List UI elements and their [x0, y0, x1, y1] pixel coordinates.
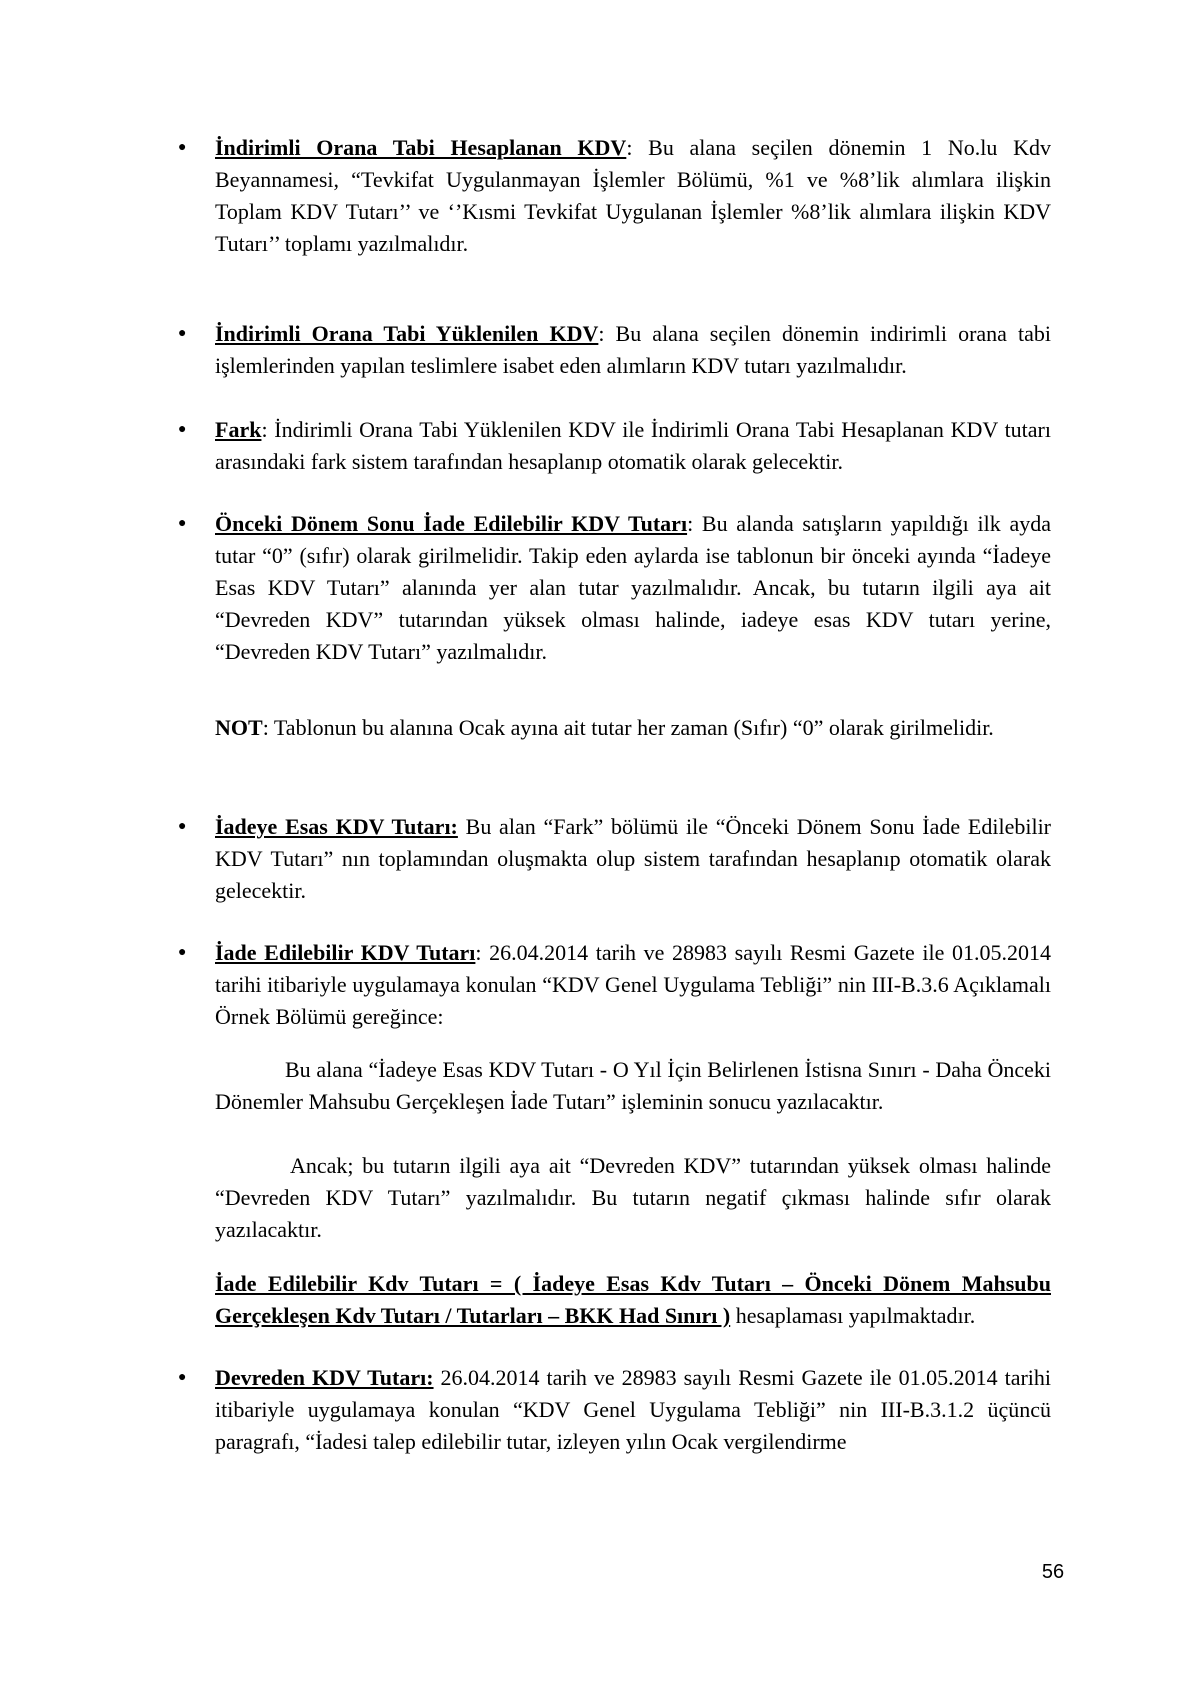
item-yuklenilen-kdv — [215, 318, 1051, 382]
bullet-icon: ● — [178, 516, 187, 531]
note-paragraph — [215, 712, 1051, 744]
item-sep: : — [261, 417, 268, 442]
formula-bold: İade Edilebilir Kdv Tutarı = ( İadeye Esas Kdv Tutarı – Önceki Dönem Mahsubu Gerçekleşen Kdv Tutarı / Tutarları – BKK Had Sınırı ) — [215, 1271, 1051, 1328]
item-iade-edilebilir — [215, 937, 1051, 1033]
bullet-icon: ● — [178, 819, 187, 834]
item-hesaplanan-kdv — [215, 132, 1051, 260]
note-label: NOT — [215, 715, 263, 740]
formula-tail: hesaplaması yapılmaktadır. — [730, 1303, 976, 1328]
item-iadeye-esas — [215, 811, 1051, 907]
item-sep: : — [598, 321, 605, 346]
bullet-icon: ● — [178, 945, 187, 960]
item-term: Devreden KDV Tutarı: — [215, 1365, 434, 1390]
item-text: Bu alana seçilen dönemin 1 No.lu Kdv Beyannamesi, “Tevkifat Uygulanmayan İşlemler Bölümü, %1 ve %8’lik alımlara ilişkin Toplam KDV Tutarı’’ ve ‘’Kısmi Tevkifat Uygulanan İşlemler %8’lik alımlara ilişkin KDV Tutarı’’ toplamı yazılmalıdır. — [215, 135, 1051, 256]
item-text: Bu alanda satışların yapıldığı ilk ayda tutar “0” (sıfır) olarak girilmelidir. Takip eden aylarda ise tablonun bir önceki ayında “İadeye Esas KDV Tutarı” alanında yer alan tutar yazılmalıdır. Ancak, bu tutarın ilgili aya ait “Devreden KDV” tutarından yüksek olması halinde, iadeye esas KDV tutarı yerine, “Devreden KDV Tutarı” yazılmalıdır. — [215, 511, 1051, 664]
item-term: İndirimli Orana Tabi Yüklenilen KDV — [215, 321, 599, 346]
item-sep: : — [626, 135, 633, 160]
item-term: İndirimli Orana Tabi Hesaplanan KDV — [215, 135, 627, 160]
bullet-icon: ● — [178, 1370, 187, 1385]
item-fark — [215, 414, 1051, 478]
item-sep: : — [475, 940, 482, 965]
item-onceki-donem — [215, 508, 1051, 668]
item-term: İadeye Esas KDV Tutarı: — [215, 814, 458, 839]
iade-explanation-paragraph: Bu alana “İadeye Esas KDV Tutarı - O Yıl İçin Belirlenen İstisna Sınırı - Daha Önceki Dönemler Mahsubu Gerçekleşen İade Tutarı” işleminin sonucu yazılacaktır. — [215, 1057, 1051, 1114]
item-text: Bu alana seçilen dönemin indirimli orana tabi işlemlerinden yapılan teslimlere isabet eden alımların KDV tutarı yazılmalıdır. — [215, 321, 1051, 378]
item-term: İade Edilebilir KDV Tutarı — [215, 940, 476, 965]
item-term: Fark — [215, 417, 262, 442]
note-text: : Tablonun bu alanına Ocak ayına ait tutar her zaman (Sıfır) “0” olarak girilmelidir. — [262, 715, 994, 740]
item-text: 26.04.2014 tarih ve 28983 sayılı Resmi Gazete ile 01.05.2014 tarihi itibariyle uygulamaya konulan “KDV Genel Uygulama Tebliği” nin III-B.3.1.2 üçüncü paragrafı, “İadesi talep edilebilir tutar, izleyen yılın Ocak vergilendirme — [215, 1365, 1052, 1454]
bullet-icon: ● — [178, 422, 187, 437]
item-term: Önceki Dönem Sonu İade Edilebilir KDV Tutarı — [215, 511, 688, 536]
item-sep: : — [687, 511, 694, 536]
item-devreden-kdv — [215, 1362, 1051, 1458]
page-number: 56 — [1041, 1561, 1065, 1583]
bullet-icon: ● — [178, 326, 187, 341]
iade-condition-paragraph: Ancak; bu tutarın ilgili aya ait “Devreden KDV” tutarından yüksek olması halinde “Devreden KDV Tutarı” yazılmalıdır. Bu tutarın negatif çıkması halinde sıfır olarak yazılacaktır. — [215, 1153, 1051, 1242]
formula-paragraph — [215, 1268, 1051, 1332]
item-text: 26.04.2014 tarih ve 28983 sayılı Resmi Gazete ile 01.05.2014 tarihi itibariyle uygulamaya konulan “KDV Genel Uygulama Tebliği” nin III-B.3.6 Açıklamalı Örnek Bölümü gereğince: — [215, 940, 1051, 1029]
item-text: İndirimli Orana Tabi Yüklenilen KDV ile İndirimli Orana Tabi Hesaplanan KDV tutarı arasındaki fark sistem tarafından hesaplanıp otomatik olarak gelecektir. — [215, 417, 1051, 474]
item-text: Bu alan “Fark” bölümü ile “Önceki Dönem Sonu İade Edilebilir KDV Tutarı” nın toplamından oluşmakta olup sistem tarafından hesaplanıp otomatik olarak gelecektir. — [215, 814, 1052, 903]
bullet-icon: ● — [178, 140, 187, 155]
